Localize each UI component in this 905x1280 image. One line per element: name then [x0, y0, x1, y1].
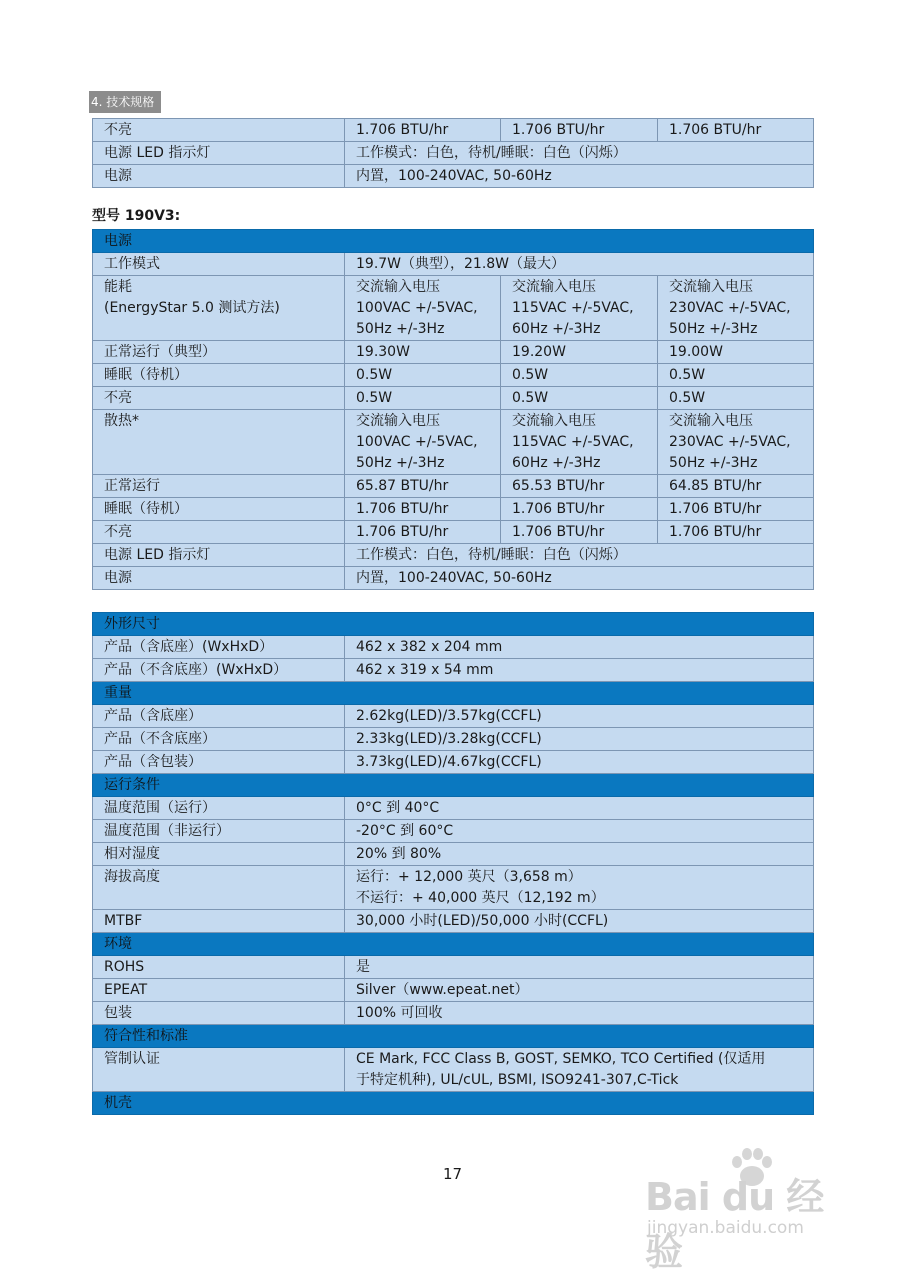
row-label: 不亮: [93, 521, 345, 544]
table-row: [93, 567, 814, 590]
row-value: 0.5W: [345, 387, 501, 410]
table-row: [93, 364, 814, 387]
row-value: 1.706 BTU/hr: [658, 521, 814, 544]
table-row: [93, 410, 814, 475]
section-header: 重量: [93, 682, 814, 705]
row-label: 包装: [93, 1002, 345, 1025]
value-line: 100VAC +/-5VAC,: [356, 300, 478, 316]
row-value: 2.62kg(LED)/3.57kg(CCFL): [345, 705, 814, 728]
row-value: 1.706 BTU/hr: [345, 521, 501, 544]
row-label: [93, 276, 345, 341]
row-label: 不亮: [93, 119, 345, 142]
row-label: 正常运行: [93, 475, 345, 498]
table-row: [93, 276, 814, 341]
value-line: CE Mark, FCC Class B, GOST, SEMKO, TCO Certified (仅适用: [356, 1051, 766, 1067]
row-value: 0.5W: [658, 387, 814, 410]
row-label: 睡眠（待机）: [93, 364, 345, 387]
row-label: 相对湿度: [93, 843, 345, 866]
row-value: 0.5W: [658, 364, 814, 387]
row-value: 64.85 BTU/hr: [658, 475, 814, 498]
row-value: [345, 1048, 814, 1092]
row-label: 海拔高度: [93, 866, 345, 910]
row-label: 电源 LED 指示灯: [93, 142, 345, 165]
row-value: 1.706 BTU/hr: [501, 498, 658, 521]
table-row: [93, 521, 814, 544]
value-line: 交流输入电压: [356, 413, 440, 429]
table-row: [93, 119, 814, 142]
row-value: 65.87 BTU/hr: [345, 475, 501, 498]
value-line: 于特定机种), UL/cUL, BSMI, ISO9241-307,C-Tick: [356, 1072, 679, 1088]
section-header: 外形尺寸: [93, 613, 814, 636]
section-header-row: [93, 1025, 814, 1048]
row-label: 温度范围（非运行）: [93, 820, 345, 843]
row-value: 1.706 BTU/hr: [501, 119, 658, 142]
value-line: 50Hz +/-3Hz: [356, 321, 445, 337]
row-label: 工作模式: [93, 253, 345, 276]
top-spec-table: [92, 118, 814, 188]
row-label: 产品（含包装）: [93, 751, 345, 774]
page-number: 17: [442, 1165, 463, 1183]
label-line: 能耗: [104, 279, 132, 295]
row-value: 19.30W: [345, 341, 501, 364]
table-row: [93, 728, 814, 751]
power-spec-table: [92, 229, 814, 590]
row-label: 产品（含底座）: [93, 705, 345, 728]
row-value: 1.706 BTU/hr: [658, 498, 814, 521]
value-line: 交流输入电压: [669, 413, 753, 429]
table-row: [93, 797, 814, 820]
table-row: [93, 866, 814, 910]
table-row: [93, 498, 814, 521]
value-line: 50Hz +/-3Hz: [669, 321, 758, 337]
table-row: [93, 659, 814, 682]
row-value: 工作模式：白色，待机/睡眠：白色（闪烁）: [345, 142, 814, 165]
section-header-row: [93, 1092, 814, 1115]
row-label: 产品（不含底座）(WxHxD）: [93, 659, 345, 682]
row-value: 0°C 到 40°C: [345, 797, 814, 820]
baidu-watermark: [645, 1148, 855, 1274]
table-row: [93, 1048, 814, 1092]
watermark-url: jingyan.baidu.com: [647, 1218, 804, 1238]
value-line: 50Hz +/-3Hz: [356, 455, 445, 471]
value-line: 不运行：+ 40,000 英尺（12,192 m）: [356, 890, 605, 906]
table-row: [93, 1002, 814, 1025]
row-label: 电源: [93, 567, 345, 590]
value-line: 交流输入电压: [512, 279, 596, 295]
row-value: [501, 410, 658, 475]
row-value: 1.706 BTU/hr: [501, 521, 658, 544]
row-label: ROHS: [93, 956, 345, 979]
value-line: 115VAC +/-5VAC,: [512, 434, 634, 450]
value-line: 60Hz +/-3Hz: [512, 321, 601, 337]
row-value: 30,000 小时(LED)/50,000 小时(CCFL): [345, 910, 814, 933]
section-header: 符合性和标准: [93, 1025, 814, 1048]
row-value: 19.20W: [501, 341, 658, 364]
value-line: 50Hz +/-3Hz: [669, 455, 758, 471]
value-line: 运行：+ 12,000 英尺（3,658 m）: [356, 869, 582, 885]
row-value: [345, 866, 814, 910]
dims-spec-table: [92, 612, 814, 1115]
table-row: [93, 253, 814, 276]
label-line: (EnergyStar 5.0 测试方法): [104, 300, 280, 316]
row-value: 1.706 BTU/hr: [658, 119, 814, 142]
value-line: 交流输入电压: [512, 413, 596, 429]
row-label: 不亮: [93, 387, 345, 410]
section-tab: 4. 技术规格: [89, 91, 161, 113]
row-value: [501, 276, 658, 341]
row-value: [345, 276, 501, 341]
row-value: 100% 可回收: [345, 1002, 814, 1025]
table-row: [93, 387, 814, 410]
row-label: EPEAT: [93, 979, 345, 1002]
section-header: 机壳: [93, 1092, 814, 1115]
row-value: [658, 276, 814, 341]
section-header-row: [93, 774, 814, 797]
row-value: Silver（www.epeat.net）: [345, 979, 814, 1002]
table-row: [93, 820, 814, 843]
row-value: 1.706 BTU/hr: [345, 119, 501, 142]
row-value: 内置，100-240VAC, 50-60Hz: [345, 567, 814, 590]
row-value: 2.33kg(LED)/3.28kg(CCFL): [345, 728, 814, 751]
row-value: 是: [345, 956, 814, 979]
row-label: 正常运行（典型）: [93, 341, 345, 364]
table-row: [93, 843, 814, 866]
section-header-row: [93, 933, 814, 956]
table-row: [93, 544, 814, 567]
row-value: 3.73kg(LED)/4.67kg(CCFL): [345, 751, 814, 774]
section-header: 运行条件: [93, 774, 814, 797]
row-value: [658, 410, 814, 475]
value-line: 230VAC +/-5VAC,: [669, 434, 791, 450]
row-value: 19.7W（典型），21.8W（最大）: [345, 253, 814, 276]
row-label: 管制认证: [93, 1048, 345, 1092]
table-row: [93, 751, 814, 774]
row-value: 20% 到 80%: [345, 843, 814, 866]
row-label: 睡眠（待机）: [93, 498, 345, 521]
row-label: 散热*: [93, 410, 345, 475]
table-row: [93, 979, 814, 1002]
value-line: 115VAC +/-5VAC,: [512, 300, 634, 316]
row-value: 65.53 BTU/hr: [501, 475, 658, 498]
row-label: 产品（含底座）(WxHxD）: [93, 636, 345, 659]
value-line: 230VAC +/-5VAC,: [669, 300, 791, 316]
table-row: [93, 705, 814, 728]
row-value: 0.5W: [501, 364, 658, 387]
row-value: 工作模式：白色，待机/睡眠：白色（闪烁）: [345, 544, 814, 567]
section-header: 环境: [93, 933, 814, 956]
table-row: [93, 475, 814, 498]
value-line: 60Hz +/-3Hz: [512, 455, 601, 471]
row-value: [345, 410, 501, 475]
value-line: 100VAC +/-5VAC,: [356, 434, 478, 450]
section-header-row: [93, 613, 814, 636]
row-value: 1.706 BTU/hr: [345, 498, 501, 521]
row-label: MTBF: [93, 910, 345, 933]
section-header: 电源: [93, 230, 814, 253]
row-label: 温度范围（运行）: [93, 797, 345, 820]
table-row: [93, 910, 814, 933]
section-header-row: [93, 682, 814, 705]
row-value: 0.5W: [501, 387, 658, 410]
table-row: [93, 165, 814, 188]
table-row: [93, 956, 814, 979]
row-value: 462 x 382 x 204 mm: [345, 636, 814, 659]
table-row: [93, 341, 814, 364]
row-label: 产品（不含底座）: [93, 728, 345, 751]
model-title: 型号 190V3:: [92, 208, 181, 224]
row-value: 0.5W: [345, 364, 501, 387]
row-label: 电源: [93, 165, 345, 188]
row-value: 462 x 319 x 54 mm: [345, 659, 814, 682]
value-line: 交流输入电压: [669, 279, 753, 295]
watermark-logo: Bai du 经验: [645, 1175, 824, 1274]
row-label: 电源 LED 指示灯: [93, 544, 345, 567]
table-row: [93, 636, 814, 659]
value-line: 交流输入电压: [356, 279, 440, 295]
row-value: 内置，100-240VAC, 50-60Hz: [345, 165, 814, 188]
table-row: [93, 142, 814, 165]
row-value: 19.00W: [658, 341, 814, 364]
section-header-row: [93, 230, 814, 253]
row-value: -20°C 到 60°C: [345, 820, 814, 843]
